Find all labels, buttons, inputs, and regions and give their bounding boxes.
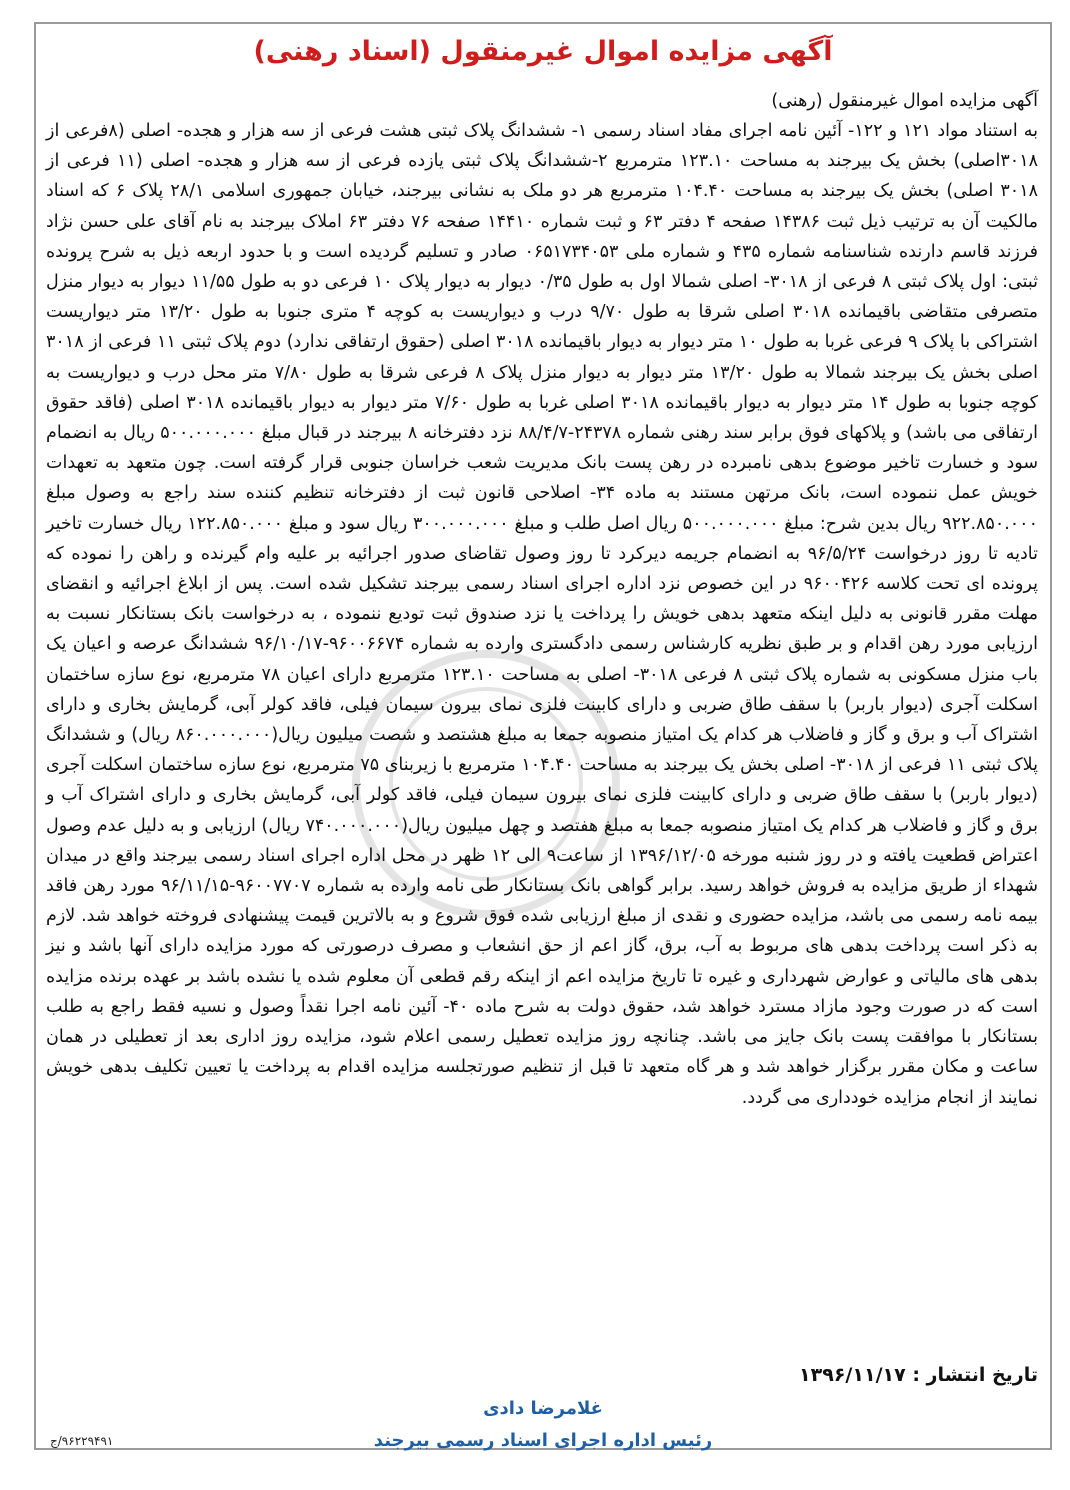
reference-code: ۹۶۲۲۹۴۹۱/ج (50, 1434, 114, 1448)
signer-title: رئیس اداره اجرای اسناد رسمی بیرجند (373, 1430, 713, 1451)
body-paragraph: به استناد مواد ۱۲۱ و ۱۲۲- آئین نامه اجرای مفاد اسناد رسمی ۱- ششدانگ پلاک ثبتی هشت فرعی از سه هزار و هجده- اصلی (۸فرعی از ۳۰۱۸اصلی) بخش یک بیرجند به مساحت ۱۲۳.۱۰ مترمربع ۲-ششدانگ پلاک ثبتی یازده فرعی از سه هزار و هجده- اصلی (۱۱ فرعی از ۳۰۱۸ اصلی) بخش یک بیرجند به مساحت ۱۰۴.۴۰ مترمربع هر دو ملک به نشانی بیرجند، خیابان جمهوری اسلامی ۲۸/۱ پلاک ۶ که اسناد مالکیت آن به ترتیب ذیل ثبت ۱۴۳۸۶ صفحه ۴ دفتر ۶۳ و ثبت شماره ۱۴۴۱۰ صفحه ۷۶ دفتر ۶۳ املاک بیرجند به نام آقای علی حسن نژاد فرزند قاسم دارنده شناسنامه شماره ۴۳۵ و شماره ملی ۰۶۵۱۷۳۴۰۵۳ صادر و تسلیم گردیده است و با حدود اربعه ذیل به شرح پرونده ثبتی: اول پلاک ثبتی ۸ فرعی از ۳۰۱۸- اصلی شمالا اول به طول ۰/۳۵ دیوار به دیوار پلاک ۱۰ فرعی دو به طول ۱۱/۵۵ دیوار به دیوار منزل متصرفی متقاضی باقیمانده ۳۰۱۸ اصلی شرقا به طول ۹/۷۰ درب و دیواریست به کوچه ۴ متری جنوبا به طول ۱۳/۲۰ متر دیواریست اشتراکی با پلاک ۹ فرعی غربا به طول ۱۰ متر دیوار به دیوار باقیمانده ۳۰۱۸ اصلی (حقوق ارتفاقی ندارد) دوم پلاک ثبتی ۱۱ فرعی از ۳۰۱۸ اصلی بخش یک بیرجند شمالا به طول ۱۳/۲۰ متر دیوار به دیوار منزل پلاک ۸ فرعی شرقا به طول ۷/۸۰ متر محل درب و دیواریست به کوچه جنوبا به طول ۱۴ متر دیوار به دیوار باقیمانده ۳۰۱۸ اصلی غربا به طول ۷/۶۰ متر دیوار به دیوار باقیمانده ۳۰۱۸ اصلی (فاقد حقوق ارتفاقی می باشد) و پلاکهای فوق برابر سند رهنی شماره ۲۴۳۷۸-۸۸/۴/۷ نزد دفترخانه ۸ بیرجند در قبال مبلغ ۵۰۰.۰۰۰.۰۰۰ ریال به انضمام سود و خسارت تاخیر موضوع بدهی نامبرده در رهن پست بانک مدیریت شعب خراسان جنوبی قرار گرفته است. چون متعهد به تعهدات خویش عمل ننموده است، بانک مرتهن مستند به ماده ۳۴- اصلاحی قانون ثبت از دفترخانه تنظیم کننده سند راجع به وصول مبلغ ۹۲۲.۸۵۰.۰۰۰ ریال بدین شرح: مبلغ ۵۰۰.۰۰۰.۰۰۰ ریال اصل طلب و مبلغ ۳۰۰.۰۰۰.۰۰۰ ریال سود و مبلغ ۱۲۲.۸۵۰.۰۰۰ ریال خسارت تاخیر تادیه تا روز درخواست ۹۶/۵/۲۴ به انضمام جریمه دیرکرد تا روز وصول تقاضای صدور اجرائیه بر علیه وام گیرنده و راهن را نموده که پرونده ای تحت کلاسه ۹۶۰۰۴۲۶ در این خصوص نزد اداره اجرای اسناد رسمی بیرجند تشکیل شده است. پس از ابلاغ اجرائیه و انقضای مهلت مقرر قانونی به دلیل اینکه متعهد بدهی خویش را پرداخت یا نزد صندوق ثبت تودیع ننموده ، به درخواست بانک بستانکار نسبت به ارزیابی مورد رهن اقدام و بر طبق نظریه کارشناس رسمی دادگستری وارده به شماره ۹۶۰۰۶۶۷۴-۹۶/۱۰/۱۷ ششدانگ عرصه و اعیان یک باب منزل مسکونی به شماره پلاک ثبتی ۸ فرعی ۳۰۱۸- اصلی به مساحت ۱۲۳.۱۰ مترمربع دارای اعیان ۷۸ مترمربع، نوع سازه ساختمان اسکلت آجری (دیوار باربر) با سقف طاق ضربی و دارای کابینت فلزی نمای بیرون سیمان فیلی، فاقد کولر آبی، گرمایش بخاری و دارای اشتراک آب و برق و گاز و فاضلاب هر کدام یک امتیاز منصوبه جمعا به مبلغ هشتصد و شصت میلیون ریال(۸۶۰.۰۰۰.۰۰۰ ریال) و ششدانگ پلاک ثبتی ۱۱ فرعی از ۳۰۱۸- اصلی بخش یک بیرجند به مساحت ۱۰۴.۴۰ مترمربع با زیربنای ۷۵ مترمربع، نوع سازه ساختمان اسکلت آجری (دیوار باربر) با سقف طاق ضربی و دارای کابینت فلزی نمای بیرون سیمان فیلی، فاقد کولر آبی، گرمایش بخاری و دارای اشتراک آب و برق و گاز و فاضلاب هر کدام یک امتیاز منصوبه جمعا به مبلغ هفتصد و چهل میلیون ریال(۷۴۰.۰۰۰.۰۰۰ ریال) ارزیابی و به دلیل عدم وصول اعتراض قطعیت یافته و در روز شنبه مورخه ۱۳۹۶/۱۲/۰۵ از ساعت۹ الی ۱۲ ظهر در محل اداره اجرای اسناد رسمی بیرجند واقع در میدان شهداء از طریق مزایده به فروش خواهد رسید. برابر گواهی بانک بستانکار طی نامه وارده به شماره ۹۶۰۰۷۷۰۷-۹۶/۱۱/۱۵ مورد رهن فاقد بیمه نامه رسمی می باشد، مزایده حضوری و نقدی از مبلغ ارزیابی شده فوق شروع و به بالاترین قیمت پیشنهادی فروخته خواهد شد. لازم به ذکر است پرداخت بدهی های مربوط به آب، برق، گاز اعم از حق انشعاب و مصرف درصورتی که مورد مزایده دارای آنها باشد و نیز بدهی های مالیاتی و عوارض شهرداری و غیره تا تاریخ مزایده اعم از اینکه رقم قطعی آن معلوم شده یا نشده باشد بر عهده برنده مزایده است که در صورت وجود مازاد مسترد خواهد شد، حقوق دولت به شرح ماده ۴۰- آئین نامه اجرا نقداً وصول و نسیه فقط راجع به طلب بستانکار با موافقت پست بانک جایز می باشد. چنانچه روز مزایده تعطیل رسمی اعلام شود، مزایده روز اداری بعد از تعطیلی در همان ساعت و مکان مقرر برگزار خواهد شد و هر گاه متعهد تا قبل از تنظیم صورتجلسه مزایده اقدام به پرداخت یا تعیین تکلیف بدهی خویش نمایند از انجام مزایده خودداری می گردد. (46, 121, 1039, 1108)
notice-frame (34, 22, 1052, 1450)
intro-line: آگهی مزایده اموال غیرمنقول (رهنی) (771, 91, 1038, 111)
publication-label: تاریخ انتشار : (912, 1364, 1038, 1386)
notice-body (46, 86, 1038, 1113)
signer-name: غلامرضا دادی (483, 1398, 603, 1419)
publication-date: ۱۳۹۶/۱۱/۱۷ (799, 1364, 906, 1386)
notice-title: آگهی مزایده اموال غیرمنقول (اسناد رهنی) (253, 36, 833, 67)
publication-date-line (799, 1364, 1038, 1386)
